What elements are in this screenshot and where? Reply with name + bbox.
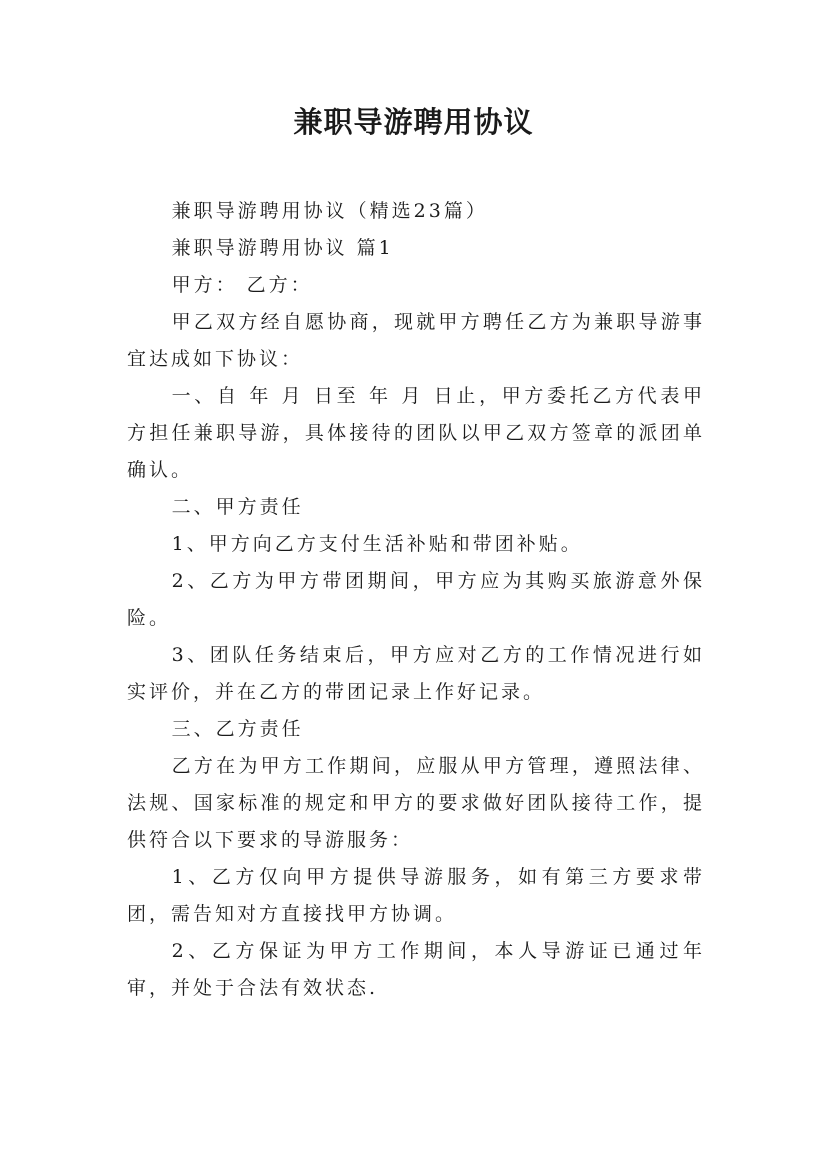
paragraph-party-b-item-1: 1、乙方仅向甲方提供导游服务，如有第三方要求带团，需告知对方直接找甲方协调。 [127, 866, 705, 925]
document-body [127, 193, 705, 1007]
paragraph-party-b-intro: 乙方在为甲方工作期间，应服从甲方管理，遵照法律、法规、国家标准的规定和甲方的要求做好团队接待工作，提供符合以下要求的导游服务： [127, 755, 705, 851]
document-title: 兼职导游聘用协议 [293, 105, 534, 139]
paragraph-subtitle: 兼职导游聘用协议（精选23篇） [171, 200, 488, 222]
paragraph-heading-party-a: 二、甲方责任 [171, 496, 304, 518]
paragraph-party-a-item-3: 3、团队任务结束后，甲方应对乙方的工作情况进行如实评价，并在乙方的带团记录上作好记录。 [127, 644, 705, 703]
paragraph-party-a-item-1: 1、甲方向乙方支付生活补贴和带团补贴。 [171, 533, 583, 555]
paragraph-preamble: 甲乙双方经自愿协商，现就甲方聘任乙方为兼职导游事宜达成如下协议： [127, 311, 705, 370]
paragraph-parties: 甲方： 乙方： [171, 274, 313, 296]
paragraph-section-heading: 兼职导游聘用协议 篇1 [171, 237, 394, 259]
paragraph-clause-1: 一、自 年 月 日至 年 月 日止，甲方委托乙方代表甲方担任兼职导游，具体接待的团队以甲乙双方签章的派团单确认。 [127, 385, 705, 481]
paragraph-party-a-item-2: 2、乙方为甲方带团期间，甲方应为其购买旅游意外保险。 [127, 570, 705, 629]
paragraph-party-b-item-2: 2、乙方保证为甲方工作期间，本人导游证已通过年审，并处于合法有效状态. [127, 940, 705, 999]
paragraph-heading-party-b: 三、乙方责任 [171, 718, 304, 740]
